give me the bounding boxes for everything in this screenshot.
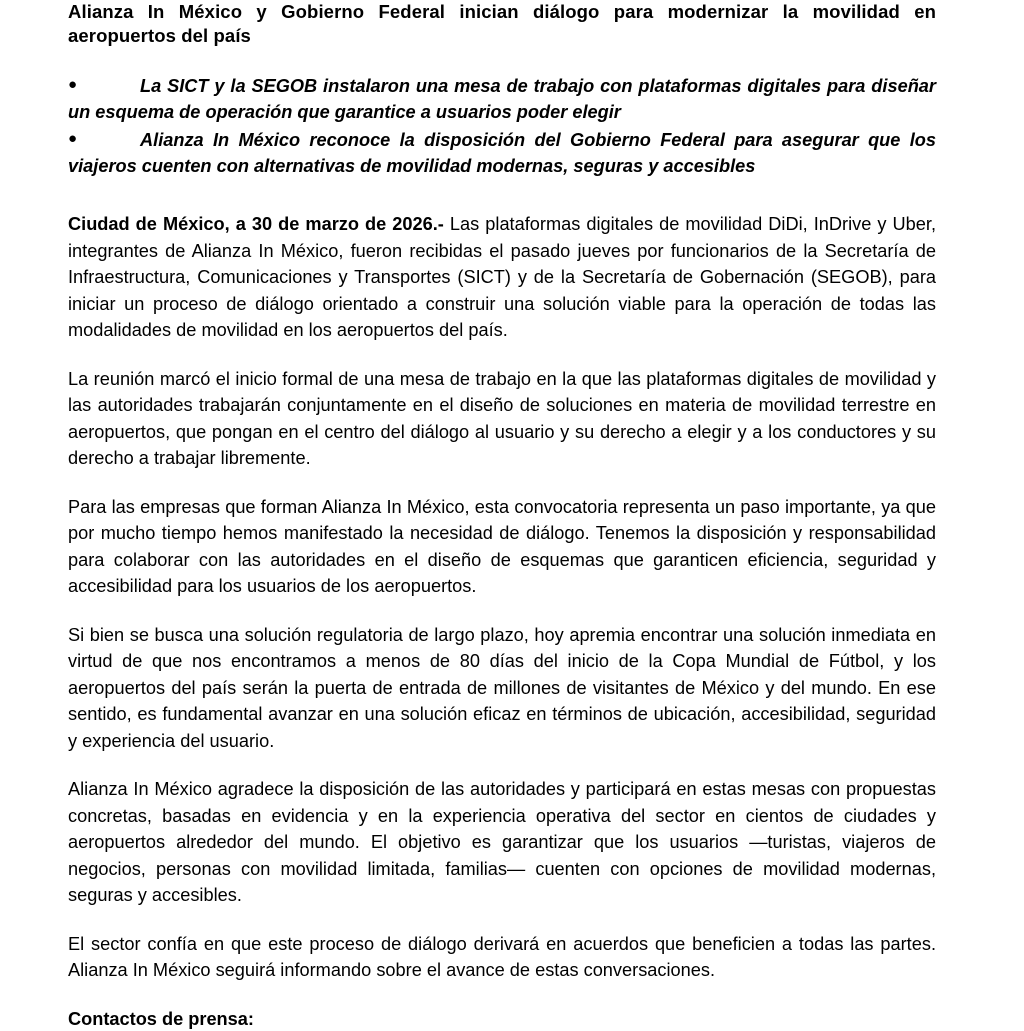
highlights-list bbox=[68, 74, 936, 179]
paragraph: Si bien se busca una solución regulatoria de largo plazo, hoy apremia encontrar una solución inmediata en virtud de que nos encontramos a menos de 80 días del inicio de la Copa Mundial de Fútbol, y los aeropuertos del país serán la puerta de entrada de millones de visitantes de México y del mundo. En ese sentido, es fundamental avanzar en una solución eficaz en términos de ubicación, accesibilidad, seguridad y experiencia del usuario. bbox=[68, 624, 936, 751]
paragraph: El sector confía en que este proceso de diálogo derivará en acuerdos que beneficien a todas las partes. Alianza In México seguirá informando sobre el avance de estas conversaciones. bbox=[68, 933, 936, 981]
list-item bbox=[68, 128, 936, 180]
list-item-text: Alianza In México reconoce la disposición del Gobierno Federal para asegurar que los viajeros cuenten con alternativas de movilidad modernas, seguras y accesibles bbox=[68, 129, 936, 176]
bullet-icon: ● bbox=[68, 76, 78, 94]
paragraph: Alianza In México agradece la disposición de las autoridades y participará en estas mesas con propuestas concretas, basadas en evidencia y en la experiencia operativa del sector en cientos de ciudades y aeropuertos alrededor del mundo. El objetivo es garantizar que los usuarios —turistas, viajeros de negocios, personas con movilidad limitada, familias— cuenten con opciones de movilidad modernas, seguras y accesibles. bbox=[68, 779, 936, 906]
bullet-icon: ● bbox=[68, 129, 78, 147]
paragraph: Para las empresas que forman Alianza In México, esta convocatoria representa un paso importante, ya que por mucho tiempo hemos manifestado la necesidad de diálogo. Tenemos la disposición y responsabilidad para colaborar con las autoridades en el diseño de esquemas que garanticen eficiencia, seguridad y accesibilidad para los usuarios de los aeropuertos. bbox=[68, 496, 936, 597]
paragraph: La reunión marcó el inicio formal de una mesa de trabajo en la que las plataformas digitales de movilidad y las autoridades trabajarán conjuntamente en el diseño de soluciones en materia de movilidad terrestre en aeropuertos, que pongan en el centro del diálogo al usuario y su derecho a elegir y a los conductores y su derecho a trabajar libremente. bbox=[68, 368, 936, 469]
contacts-heading: Contactos de prensa: bbox=[68, 1008, 254, 1029]
paragraph-text: Las plataformas digitales de movilidad DiDi, InDrive y Uber, integrantes de Alianza In México, fueron recibidas el pasado jueves por funcionarios de la Secretaría de Infraestructura, Comunicaciones y Transportes (SICT) y de la Secretaría de Gobernación (SEGOB), para iniciar un proceso de diálogo orientado a construir una solución viable para la operación de todas las modalidades de movilidad en los aeropuertos del país. bbox=[68, 214, 936, 341]
dateline: Ciudad de México, a 30 de marzo de 2026.- bbox=[68, 214, 444, 235]
paragraph-lead bbox=[68, 181, 936, 343]
list-item bbox=[68, 74, 936, 126]
page-title: Alianza In México y Gobierno Federal inician diálogo para modernizar la movilidad en aeropuertos del país bbox=[68, 1, 936, 47]
list-item-text: La SICT y la SEGOB instalaron una mesa de trabajo con plataformas digitales para diseñar un esquema de operación que garantice a usuarios poder elegir bbox=[68, 76, 936, 122]
